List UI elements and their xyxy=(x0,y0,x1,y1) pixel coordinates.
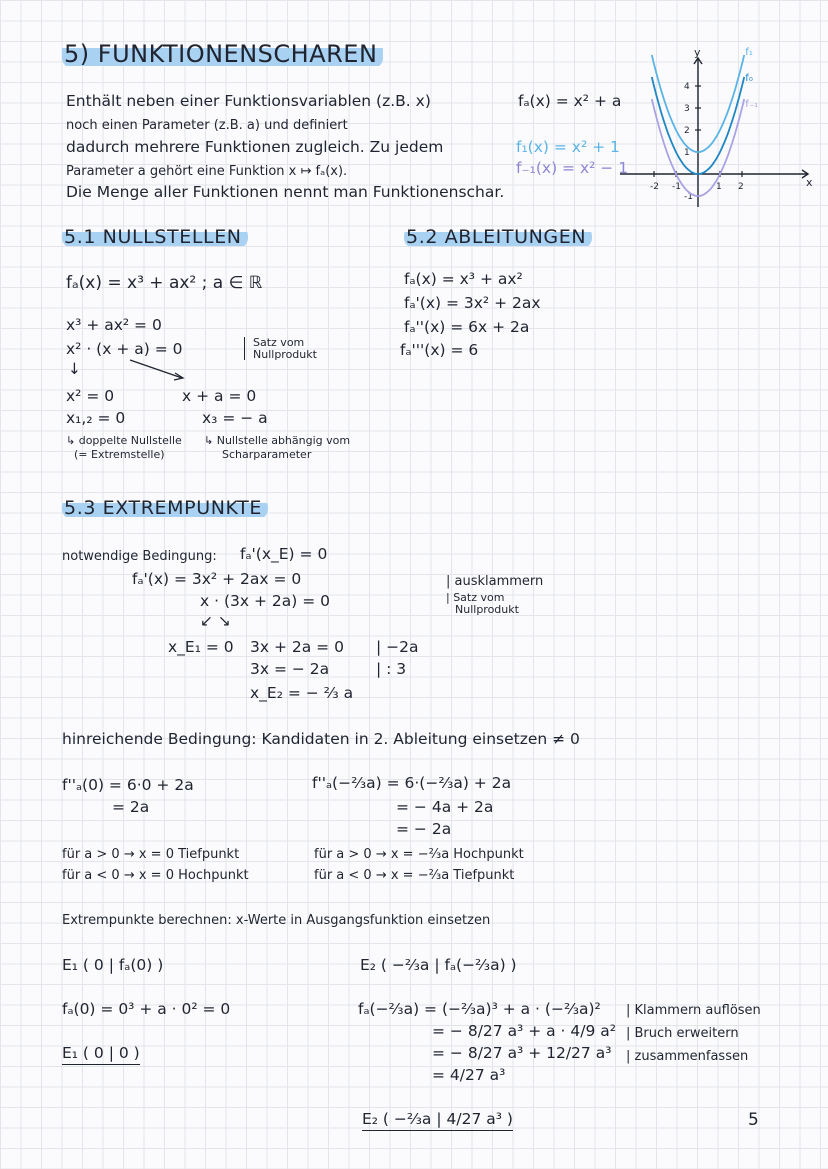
heading-ableitungen: 5.2 ABLEITUNGEN xyxy=(404,228,592,247)
x-tick-label: 2 xyxy=(738,182,744,192)
s51-l2: x² · (x + a) = 0 xyxy=(66,340,183,358)
example-fm1: f₋₁(x) = x² − 1 xyxy=(516,159,629,177)
e2-result: E₂ ( −⅔a | 4/27 a³ ) xyxy=(362,1112,513,1131)
s51-branch-arrow xyxy=(130,358,190,382)
k1: f''ₐ(−⅔a) = 6·(−⅔a) + 2a xyxy=(312,774,512,792)
case-4: für a < 0 → x = −⅔a Tiefpunkt xyxy=(314,868,515,883)
h1: f''ₐ(0) = 6·0 + 2a xyxy=(62,776,194,794)
example-general: fₐ(x) = x² + a xyxy=(518,92,622,110)
nb-line-1: fₐ'(x) = 3x² + 2ax = 0 xyxy=(132,570,302,588)
e2-calc-2: = − 8/27 a³ + a · 4/9 a² xyxy=(432,1022,616,1040)
y-tick-label: 1 xyxy=(684,148,690,158)
s51-func: fₐ(x) = x³ + ax² ; a ∈ ℝ xyxy=(66,273,263,293)
e2-calc-4: = 4/27 a³ xyxy=(432,1066,506,1084)
note-ausklammern: | ausklammern xyxy=(446,574,544,589)
s51-c2: x₃ = − a xyxy=(202,409,268,427)
y-tick-label: -1 xyxy=(684,192,693,202)
page-number: 5 xyxy=(748,1110,759,1130)
intro-line-4: Parameter a gehört eine Funktion x ↦ fₐ(x). xyxy=(66,164,348,179)
nb-eq: fₐ'(x_E) = 0 xyxy=(240,545,328,563)
k3: = − 2a xyxy=(396,820,452,838)
x-tick-label: -1 xyxy=(672,182,681,192)
page-title: 5) FUNKTIONENSCHAREN xyxy=(62,42,383,66)
s51-c4: Scharparameter xyxy=(222,448,312,461)
s51-b2: x₁,₂ = 0 xyxy=(66,409,126,427)
intro-line-3: dadurch mehrere Funktionen zugleich. Zu jedem xyxy=(66,138,444,156)
note-zusammen: | zusammenfassen xyxy=(626,1049,749,1064)
case-3: für a > 0 → x = −⅔a Hochpunkt xyxy=(314,847,524,862)
e2-calc-1: fₐ(−⅔a) = (−⅔a)³ + a · (−⅔a)² xyxy=(358,1000,601,1018)
case-1: für a > 0 → x = 0 Tiefpunkt xyxy=(62,847,240,862)
heading-extrempunkte: 5.3 EXTREMPUNKTE xyxy=(62,499,268,518)
parabola-graph xyxy=(620,46,815,212)
y-tick-label: 4 xyxy=(684,82,690,92)
x-tick-label: 1 xyxy=(716,182,722,192)
h2: = 2a xyxy=(112,798,150,816)
nb-arrows: ↙ ↘ xyxy=(200,612,231,630)
curve-label: f₋₁ xyxy=(745,99,759,111)
intro-line-2: noch einen Parameter (z.B. a) und definiert xyxy=(66,118,348,133)
e2: E₂ ( −⅔a | fₐ(−⅔a) ) xyxy=(360,956,517,974)
x-tick-label: -2 xyxy=(650,182,659,192)
s52-d3: fₐ'''(x) = 6 xyxy=(400,341,479,359)
note-nullprodukt: | Satz vom Nullprodukt xyxy=(446,591,519,616)
note-klammern: | Klammern auflösen xyxy=(626,1003,761,1018)
s52-d1: fₐ'(x) = 3x² + 2ax xyxy=(404,294,541,312)
y-axis-label: y xyxy=(694,46,701,59)
heading-nullstellen: 5.1 NULLSTELLEN xyxy=(62,228,248,247)
nb-line-2: x · (3x + 2a) = 0 xyxy=(200,592,330,610)
y-tick-label: 2 xyxy=(684,126,690,136)
nb-label: notwendige Bedingung: xyxy=(62,549,217,564)
r2-note: | : 3 xyxy=(376,660,407,678)
s51-c3: ↳ Nullstelle abhängig vom xyxy=(204,434,351,447)
s51-b1: x² = 0 xyxy=(66,387,115,405)
r1-note: | −2a xyxy=(376,638,419,656)
xe1: x_E₁ = 0 xyxy=(168,638,234,656)
s52-d0: fₐ(x) = x³ + ax² xyxy=(404,270,523,288)
e1-calc: fₐ(0) = 0³ + a · 0² = 0 xyxy=(62,1000,231,1018)
curve-label: f₀ xyxy=(745,73,753,85)
y-tick-label: 3 xyxy=(684,104,690,114)
x-axis-label: x xyxy=(806,176,813,189)
s51-b4: (= Extremstelle) xyxy=(74,448,165,461)
k2: = − 4a + 2a xyxy=(396,798,494,816)
e2-calc-3: = − 8/27 a³ + 12/27 a³ xyxy=(432,1044,612,1062)
curve-label: f₁ xyxy=(745,47,753,59)
case-2: für a < 0 → x = 0 Hochpunkt xyxy=(62,868,249,883)
s51-note: Satz vom Nullprodukt xyxy=(244,337,317,360)
r1: 3x + 2a = 0 xyxy=(250,638,344,656)
e1-result: E₁ ( 0 | 0 ) xyxy=(62,1046,140,1065)
r3: x_E₂ = − ⅔ a xyxy=(250,684,354,702)
extrempunkte-berechnen: Extrempunkte berechnen: x-Werte in Ausgangsfunktion einsetzen xyxy=(62,913,491,928)
s51-c1: x + a = 0 xyxy=(182,387,257,405)
intro-line-5: Die Menge aller Funktionen nennt man Funktionenschar. xyxy=(66,183,505,201)
hinreichende-bedingung: hinreichende Bedingung: Kandidaten in 2. Ableitung einsetzen ≠ 0 xyxy=(62,730,580,748)
s51-arrow: ↓ xyxy=(68,360,81,378)
note-bruch: | Bruch erweitern xyxy=(626,1026,739,1041)
intro-line-1: Enthält neben einer Funktionsvariablen (z.B. x) xyxy=(66,92,431,110)
s52-d2: fₐ''(x) = 6x + 2a xyxy=(404,318,530,336)
s51-l1: x³ + ax² = 0 xyxy=(66,316,162,334)
s51-b3: ↳ doppelte Nullstelle xyxy=(66,434,182,447)
example-f1: f₁(x) = x² + 1 xyxy=(516,138,620,156)
r2: 3x = − 2a xyxy=(250,660,330,678)
e1: E₁ ( 0 | fₐ(0) ) xyxy=(62,956,164,974)
